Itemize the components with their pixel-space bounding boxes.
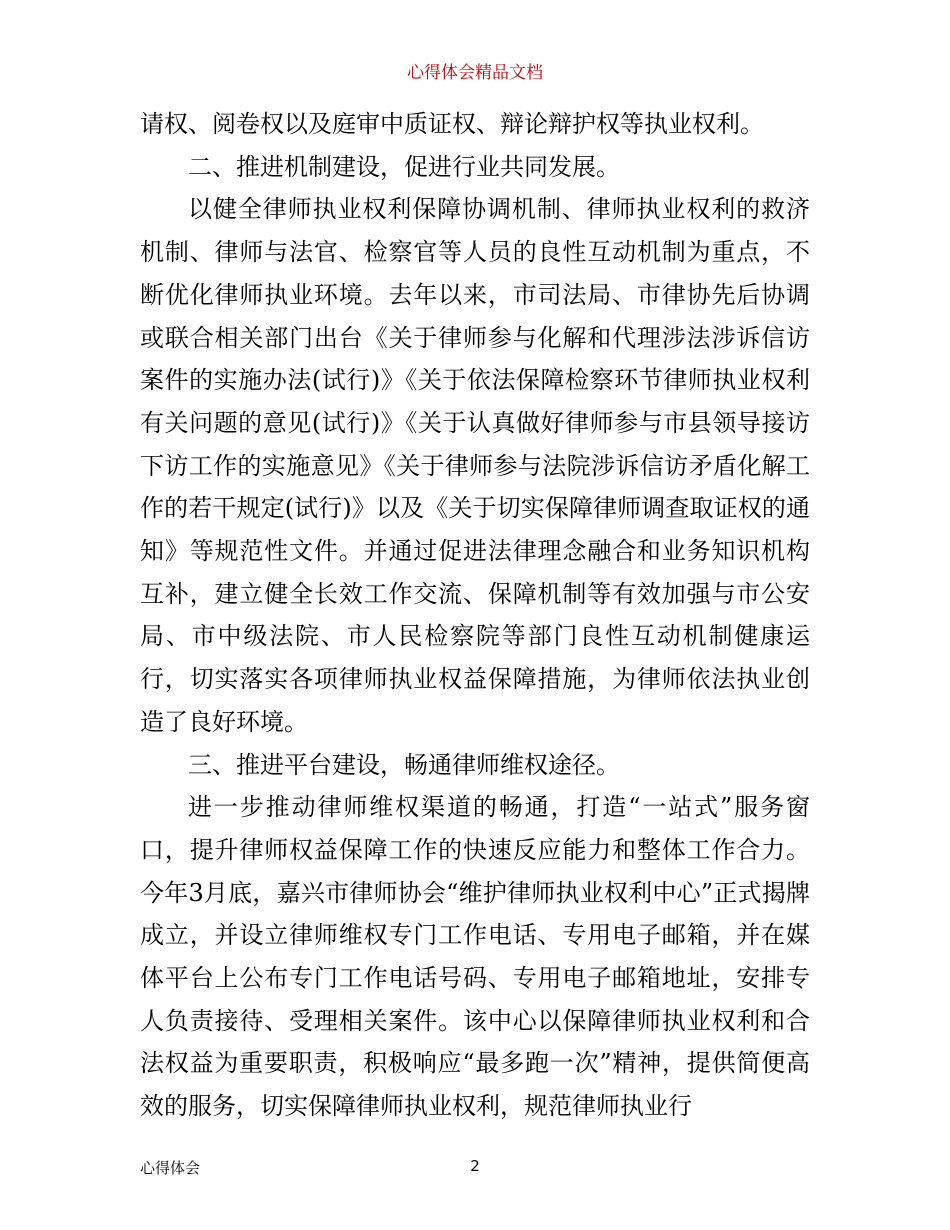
paragraph: 进一步推动律师维权渠道的畅通，打造“一站式”服务窗口，提升律师权益保障工作的快速反应能力和整体工作合力。今年3月底，嘉兴市律师协会“维护律师执业权利中心”正式揭牌成立，并设立律师维权专门工作电话、专用电子邮箱，并在媒体平台上公布专门工作电话号码、专用电子邮箱地址，安排专人负责接待、受理相关案件。该中心以保障律师执业权利和合法权益为重要职责，积极响应“最多跑一次”精神，提供简便高效的服务，切实保障律师执业权利，规范律师执业行 — [140, 793, 810, 1121]
footer-label: 心得体会 — [140, 1159, 201, 1177]
section-heading: 二、推进机制建设，促进行业共同发展。 — [188, 152, 620, 181]
section-heading: 三、推进平台建设，畅通律师维权途径。 — [188, 750, 620, 779]
paragraph: 请权、阅卷权以及庭审中质证权、辩论辩护权等执业权利。 — [140, 110, 764, 138]
page-header-title: 心得体会精品文档 — [407, 63, 543, 83]
document-body — [140, 103, 810, 1128]
paragraph: 以健全律师执业权利保障协调机制、律师执业权利的救济机制、律师与法官、检察官等人员的良性互动机制为重点，不断优化律师执业环境。去年以来，市司法局、市律协先后协调或联合相关部门出台《关于律师参与化解和代理涉法涉诉信访案件的实施办法(试行)》《关于依法保障检察环节律师执业权利有关问题的意见(试行)》《关于认真做好律师参与市县领导接访下访工作的实施意见》《关于律师参与法院涉诉信访矛盾化解工作的若干规定(试行)》以及《关于切实保障律师调查取证权的通知》等规范性文件。并通过促进法律理念融合和业务知识机构互补，建立健全长效工作交流、保障机制等有效加强与市公安局、市中级法院、市人民检察院等部门良性互动机制健康运行，切实落实各项律师执业权益保障措施，为律师依法执业创造了良好环境。 — [140, 195, 810, 736]
page-number: 2 — [470, 1157, 480, 1175]
